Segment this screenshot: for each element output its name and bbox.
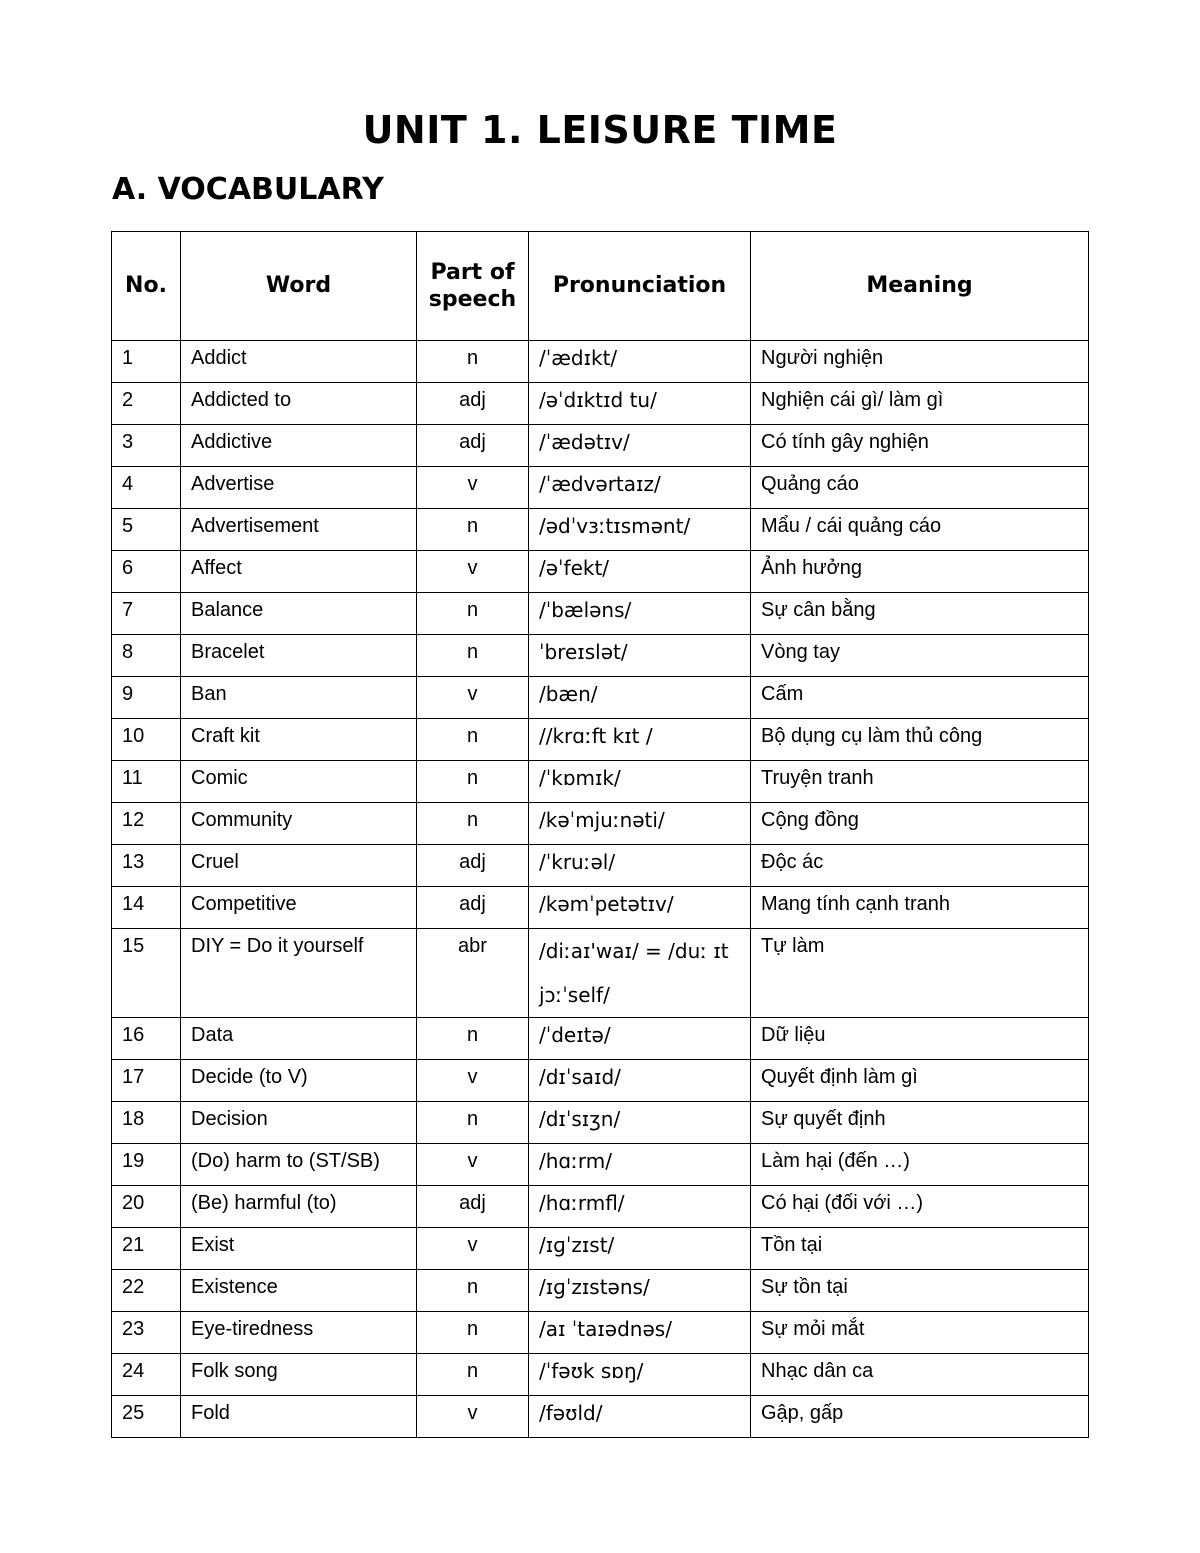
cell-meaning: Mẩu / cái quảng cáo [751, 509, 1089, 551]
cell-word: Fold [181, 1396, 417, 1438]
cell-meaning: Nhạc dân ca [751, 1354, 1089, 1396]
cell-pronunciation: /ˈkruːəl/ [529, 845, 751, 887]
table-row [112, 1270, 1089, 1312]
cell-meaning: Sự quyết định [751, 1102, 1089, 1144]
header-no: No. [112, 232, 181, 341]
cell-meaning: Vòng tay [751, 635, 1089, 677]
cell-pronunciation: /dɪˈsɪʒn/ [529, 1102, 751, 1144]
cell-word: Exist [181, 1228, 417, 1270]
table-row [112, 1396, 1089, 1438]
cell-meaning: Làm hại (đến …) [751, 1144, 1089, 1186]
cell-word: Ban [181, 677, 417, 719]
cell-word: Affect [181, 551, 417, 593]
cell-pronunciation: /ˈfəʊk sɒŋ/ [529, 1354, 751, 1396]
cell-word: Balance [181, 593, 417, 635]
cell-pronunciation: /dɪˈsaɪd/ [529, 1060, 751, 1102]
table-row [112, 929, 1089, 1018]
cell-word: Advertisement [181, 509, 417, 551]
cell-no: 21 [112, 1228, 181, 1270]
cell-meaning: Người nghiện [751, 341, 1089, 383]
cell-word: Cruel [181, 845, 417, 887]
section-heading: A. VOCABULARY [112, 172, 384, 207]
table-row [112, 1018, 1089, 1060]
cell-meaning: Cộng đồng [751, 803, 1089, 845]
cell-part-of-speech: n [417, 341, 529, 383]
cell-part-of-speech: n [417, 1102, 529, 1144]
cell-part-of-speech: adj [417, 425, 529, 467]
cell-part-of-speech: v [417, 677, 529, 719]
cell-pronunciation: /bæn/ [529, 677, 751, 719]
cell-no: 19 [112, 1144, 181, 1186]
cell-no: 16 [112, 1018, 181, 1060]
cell-meaning: Bộ dụng cụ làm thủ công [751, 719, 1089, 761]
table-row [112, 761, 1089, 803]
table-row [112, 1228, 1089, 1270]
cell-no: 12 [112, 803, 181, 845]
table-row [112, 1312, 1089, 1354]
cell-pronunciation: /kəˈmjuːnəti/ [529, 803, 751, 845]
cell-pronunciation: /ədˈvɜːtɪsmənt/ [529, 509, 751, 551]
table-row [112, 341, 1089, 383]
cell-no: 3 [112, 425, 181, 467]
cell-word: DIY = Do it yourself [181, 929, 417, 1018]
cell-part-of-speech: adj [417, 887, 529, 929]
cell-pronunciation: /əˈfekt/ [529, 551, 751, 593]
cell-word: Folk song [181, 1354, 417, 1396]
cell-no: 11 [112, 761, 181, 803]
cell-no: 20 [112, 1186, 181, 1228]
cell-no: 22 [112, 1270, 181, 1312]
cell-word: Eye-tiredness [181, 1312, 417, 1354]
table-row [112, 803, 1089, 845]
cell-part-of-speech: n [417, 719, 529, 761]
cell-meaning: Có hại (đối với …) [751, 1186, 1089, 1228]
cell-word: (Be) harmful (to) [181, 1186, 417, 1228]
cell-meaning: Cấm [751, 677, 1089, 719]
cell-pronunciation: /əˈdɪktɪd tu/ [529, 383, 751, 425]
cell-meaning: Quảng cáo [751, 467, 1089, 509]
cell-part-of-speech: adj [417, 845, 529, 887]
cell-no: 14 [112, 887, 181, 929]
vocabulary-table [111, 231, 1089, 1438]
cell-word: (Do) harm to (ST/SB) [181, 1144, 417, 1186]
cell-pronunciation: /aɪ ˈtaɪədnəs/ [529, 1312, 751, 1354]
table-header-row [112, 232, 1089, 341]
cell-no: 17 [112, 1060, 181, 1102]
table-row [112, 1354, 1089, 1396]
cell-no: 10 [112, 719, 181, 761]
cell-no: 15 [112, 929, 181, 1018]
table-row [112, 845, 1089, 887]
page-title: UNIT 1. LEISURE TIME [362, 108, 838, 152]
header-pronunciation: Pronunciation [529, 232, 751, 341]
cell-no: 23 [112, 1312, 181, 1354]
table-row [112, 383, 1089, 425]
table-row [112, 1102, 1089, 1144]
cell-part-of-speech: n [417, 635, 529, 677]
cell-no: 25 [112, 1396, 181, 1438]
cell-no: 8 [112, 635, 181, 677]
cell-word: Craft kit [181, 719, 417, 761]
table-row [112, 719, 1089, 761]
cell-part-of-speech: adj [417, 1186, 529, 1228]
cell-part-of-speech: n [417, 509, 529, 551]
cell-pronunciation: /diːaɪ'waɪ/ = /duː ɪt jɔːˈself/ [529, 929, 751, 1018]
cell-no: 5 [112, 509, 181, 551]
cell-no: 24 [112, 1354, 181, 1396]
cell-meaning: Dữ liệu [751, 1018, 1089, 1060]
cell-part-of-speech: v [417, 467, 529, 509]
table-row [112, 1060, 1089, 1102]
cell-word: Comic [181, 761, 417, 803]
cell-meaning: Có tính gây nghiện [751, 425, 1089, 467]
cell-meaning: Tồn tại [751, 1228, 1089, 1270]
cell-meaning: Sự tồn tại [751, 1270, 1089, 1312]
cell-no: 2 [112, 383, 181, 425]
cell-no: 7 [112, 593, 181, 635]
table-body [112, 341, 1089, 1438]
table-row [112, 677, 1089, 719]
cell-pronunciation: /ˈædɪkt/ [529, 341, 751, 383]
cell-pronunciation: /ɪɡˈzɪst/ [529, 1228, 751, 1270]
cell-part-of-speech: n [417, 761, 529, 803]
cell-meaning: Gập, gấp [751, 1396, 1089, 1438]
table-row [112, 1144, 1089, 1186]
cell-part-of-speech: abr [417, 929, 529, 1018]
cell-part-of-speech: v [417, 551, 529, 593]
cell-pronunciation: /ˈædvərtaɪz/ [529, 467, 751, 509]
cell-meaning: Tự làm [751, 929, 1089, 1018]
cell-part-of-speech: n [417, 1270, 529, 1312]
cell-meaning: Sự mỏi mắt [751, 1312, 1089, 1354]
cell-pronunciation: /ˈædətɪv/ [529, 425, 751, 467]
table-row [112, 593, 1089, 635]
header-meaning: Meaning [751, 232, 1089, 341]
cell-part-of-speech: v [417, 1060, 529, 1102]
cell-part-of-speech: n [417, 1018, 529, 1060]
header-word: Word [181, 232, 417, 341]
cell-no: 6 [112, 551, 181, 593]
cell-pronunciation: /ˈdeɪtə/ [529, 1018, 751, 1060]
cell-pronunciation: ˈbreɪslət/ [529, 635, 751, 677]
cell-no: 9 [112, 677, 181, 719]
table-row [112, 467, 1089, 509]
cell-meaning: Truyện tranh [751, 761, 1089, 803]
cell-word: Addictive [181, 425, 417, 467]
cell-word: Decide (to V) [181, 1060, 417, 1102]
cell-no: 4 [112, 467, 181, 509]
cell-word: Addicted to [181, 383, 417, 425]
cell-pronunciation: //krɑːft kɪt / [529, 719, 751, 761]
cell-no: 18 [112, 1102, 181, 1144]
cell-word: Bracelet [181, 635, 417, 677]
cell-word: Decision [181, 1102, 417, 1144]
cell-meaning: Độc ác [751, 845, 1089, 887]
cell-pronunciation: /hɑːrmfl/ [529, 1186, 751, 1228]
table-row [112, 887, 1089, 929]
table-row [112, 509, 1089, 551]
cell-pronunciation: /ɪɡˈzɪstəns/ [529, 1270, 751, 1312]
cell-pronunciation: /ˈbæləns/ [529, 593, 751, 635]
cell-no: 1 [112, 341, 181, 383]
cell-pronunciation: /fəʊld/ [529, 1396, 751, 1438]
cell-word: Data [181, 1018, 417, 1060]
cell-part-of-speech: n [417, 1354, 529, 1396]
cell-word: Competitive [181, 887, 417, 929]
header-part-of-speech: Part of speech [417, 232, 529, 341]
table-row [112, 551, 1089, 593]
cell-part-of-speech: n [417, 1312, 529, 1354]
cell-part-of-speech: n [417, 803, 529, 845]
table-row [112, 425, 1089, 467]
table-row [112, 1186, 1089, 1228]
cell-no: 13 [112, 845, 181, 887]
cell-meaning: Sự cân bằng [751, 593, 1089, 635]
cell-meaning: Mang tính cạnh tranh [751, 887, 1089, 929]
cell-part-of-speech: adj [417, 383, 529, 425]
cell-word: Community [181, 803, 417, 845]
cell-meaning: Nghiện cái gì/ làm gì [751, 383, 1089, 425]
cell-meaning: Ảnh hưởng [751, 551, 1089, 593]
cell-word: Advertise [181, 467, 417, 509]
cell-word: Addict [181, 341, 417, 383]
cell-meaning: Quyết định làm gì [751, 1060, 1089, 1102]
cell-pronunciation: /ˈkɒmɪk/ [529, 761, 751, 803]
table-row [112, 635, 1089, 677]
cell-part-of-speech: v [417, 1396, 529, 1438]
cell-pronunciation: /hɑːrm/ [529, 1144, 751, 1186]
cell-part-of-speech: v [417, 1144, 529, 1186]
cell-pronunciation: /kəmˈpetətɪv/ [529, 887, 751, 929]
cell-word: Existence [181, 1270, 417, 1312]
cell-part-of-speech: n [417, 593, 529, 635]
cell-part-of-speech: v [417, 1228, 529, 1270]
